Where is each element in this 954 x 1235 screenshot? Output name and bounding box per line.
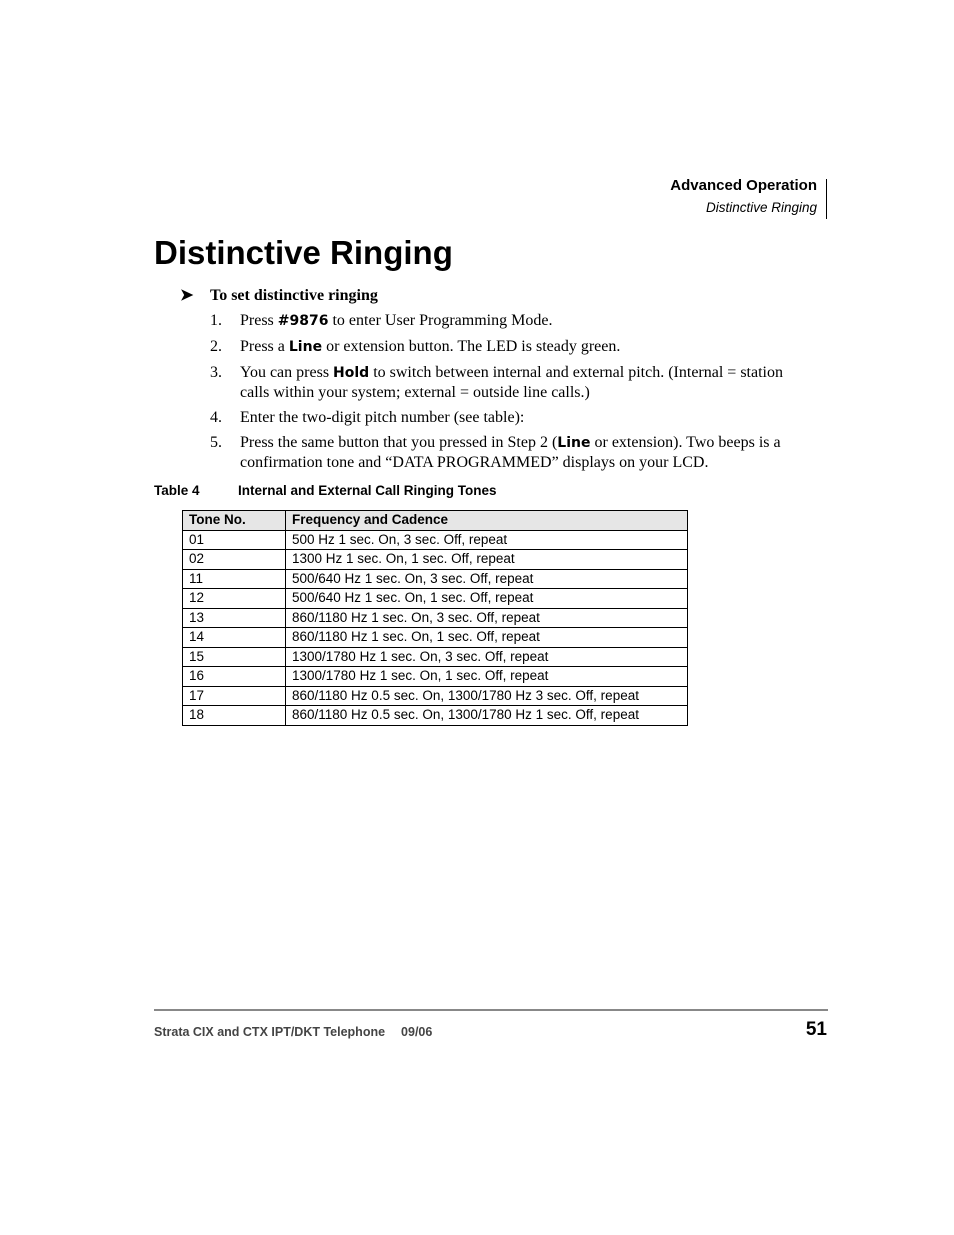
- step-text-post: to switch between internal and external pitch. (Internal = station calls within your system; external = outside line calls.): [240, 364, 783, 401]
- step-text-pre: You can press: [240, 364, 334, 381]
- header-rule: [826, 179, 827, 219]
- frequency-cadence-cell: 1300/1780 Hz 1 sec. On, 1 sec. Off, repeat: [286, 667, 688, 687]
- page-title: Distinctive Ringing: [154, 234, 453, 271]
- table-row: [183, 530, 688, 550]
- tone-number-cell: 13: [183, 608, 286, 628]
- tone-number-cell: 14: [183, 628, 286, 648]
- tone-number-cell: 17: [183, 686, 286, 706]
- step-number: 4.: [210, 409, 222, 426]
- table-row: [183, 647, 688, 667]
- step-text-pre: Press the same button that you pressed in Step 2 (: [240, 434, 558, 451]
- frequency-cadence-cell: 860/1180 Hz 1 sec. On, 3 sec. Off, repeat: [286, 608, 688, 628]
- step-text-post: or extension button. The LED is steady green.: [322, 338, 621, 355]
- arrow-icon: ➤: [180, 287, 194, 304]
- frequency-cadence-cell: 1300/1780 Hz 1 sec. On, 3 sec. Off, repeat: [286, 647, 688, 667]
- step-text: [240, 363, 810, 402]
- frequency-cadence-cell: 860/1180 Hz 0.5 sec. On, 1300/1780 Hz 3 sec. Off, repeat: [286, 686, 688, 706]
- tone-number-cell: 15: [183, 647, 286, 667]
- step-text: [240, 337, 810, 357]
- step-text-post: or extension). Two beeps is a confirmation tone and “DATA PROGRAMMED” displays on your LCD.: [240, 434, 781, 471]
- column-header-tone: Tone No.: [183, 511, 286, 531]
- step-text: [240, 433, 810, 472]
- tone-number-cell: 01: [183, 530, 286, 550]
- key-label: #9876: [277, 313, 329, 329]
- step-text: [240, 408, 810, 427]
- table-body: [183, 530, 688, 725]
- table-row: [183, 550, 688, 570]
- header-subsection: Distinctive Ringing: [705, 200, 817, 215]
- tone-number-cell: 16: [183, 667, 286, 687]
- step-text-post: to enter User Programming Mode.: [328, 312, 553, 329]
- procedure-heading: [180, 285, 820, 307]
- step-2: [180, 337, 820, 357]
- step-text-pre: Enter the two-digit pitch number (see table):: [240, 409, 525, 426]
- footer-rule: [154, 1009, 828, 1011]
- step-1: [180, 311, 820, 331]
- table-row: [183, 608, 688, 628]
- step-3: [180, 363, 820, 402]
- header-section: Advanced Operation: [670, 177, 817, 194]
- ringing-tones-table: [182, 510, 688, 726]
- table-caption-number: Table 4: [154, 483, 200, 498]
- table-row: [183, 628, 688, 648]
- key-label: Line: [288, 339, 323, 355]
- step-number: 1.: [210, 312, 222, 329]
- step-text: [240, 311, 810, 331]
- frequency-cadence-cell: 1300 Hz 1 sec. On, 1 sec. Off, repeat: [286, 550, 688, 570]
- frequency-cadence-cell: 500 Hz 1 sec. On, 3 sec. Off, repeat: [286, 530, 688, 550]
- step-text-pre: Press: [240, 312, 278, 329]
- step-5: [180, 433, 820, 472]
- step-number: 3.: [210, 364, 222, 381]
- tone-number-cell: 18: [183, 706, 286, 726]
- step-text-pre: Press a: [240, 338, 289, 355]
- step-list: [180, 311, 820, 472]
- footer-date: 09/06: [401, 1025, 433, 1039]
- key-label: Hold: [333, 365, 370, 381]
- table-row: [183, 667, 688, 687]
- column-header-frequency: Frequency and Cadence: [286, 511, 688, 531]
- frequency-cadence-cell: 860/1180 Hz 1 sec. On, 1 sec. Off, repeat: [286, 628, 688, 648]
- frequency-cadence-cell: 500/640 Hz 1 sec. On, 3 sec. Off, repeat: [286, 569, 688, 589]
- step-4: [180, 408, 820, 427]
- page-number: 51: [805, 1019, 827, 1040]
- table-caption: [154, 482, 497, 500]
- procedure-heading-text: To set distinctive ringing: [210, 287, 378, 304]
- tone-number-cell: 12: [183, 589, 286, 609]
- table-row: [183, 589, 688, 609]
- step-number: 2.: [210, 338, 222, 355]
- tone-number-cell: 11: [183, 569, 286, 589]
- footer-text: [154, 1025, 432, 1039]
- procedure: [180, 285, 820, 478]
- frequency-cadence-cell: 860/1180 Hz 0.5 sec. On, 1300/1780 Hz 1 sec. Off, repeat: [286, 706, 688, 726]
- tone-number-cell: 02: [183, 550, 286, 570]
- footer-doc-title: Strata CIX and CTX IPT/DKT Telephone: [154, 1025, 386, 1039]
- table-row: [183, 706, 688, 726]
- table-row: [183, 686, 688, 706]
- table-row: [183, 569, 688, 589]
- step-number: 5.: [210, 434, 222, 451]
- frequency-cadence-cell: 500/640 Hz 1 sec. On, 1 sec. Off, repeat: [286, 589, 688, 609]
- table-caption-title: Internal and External Call Ringing Tones: [238, 483, 497, 498]
- key-label: Line: [557, 435, 591, 451]
- running-header: [670, 176, 817, 218]
- table-header-row: [183, 511, 688, 531]
